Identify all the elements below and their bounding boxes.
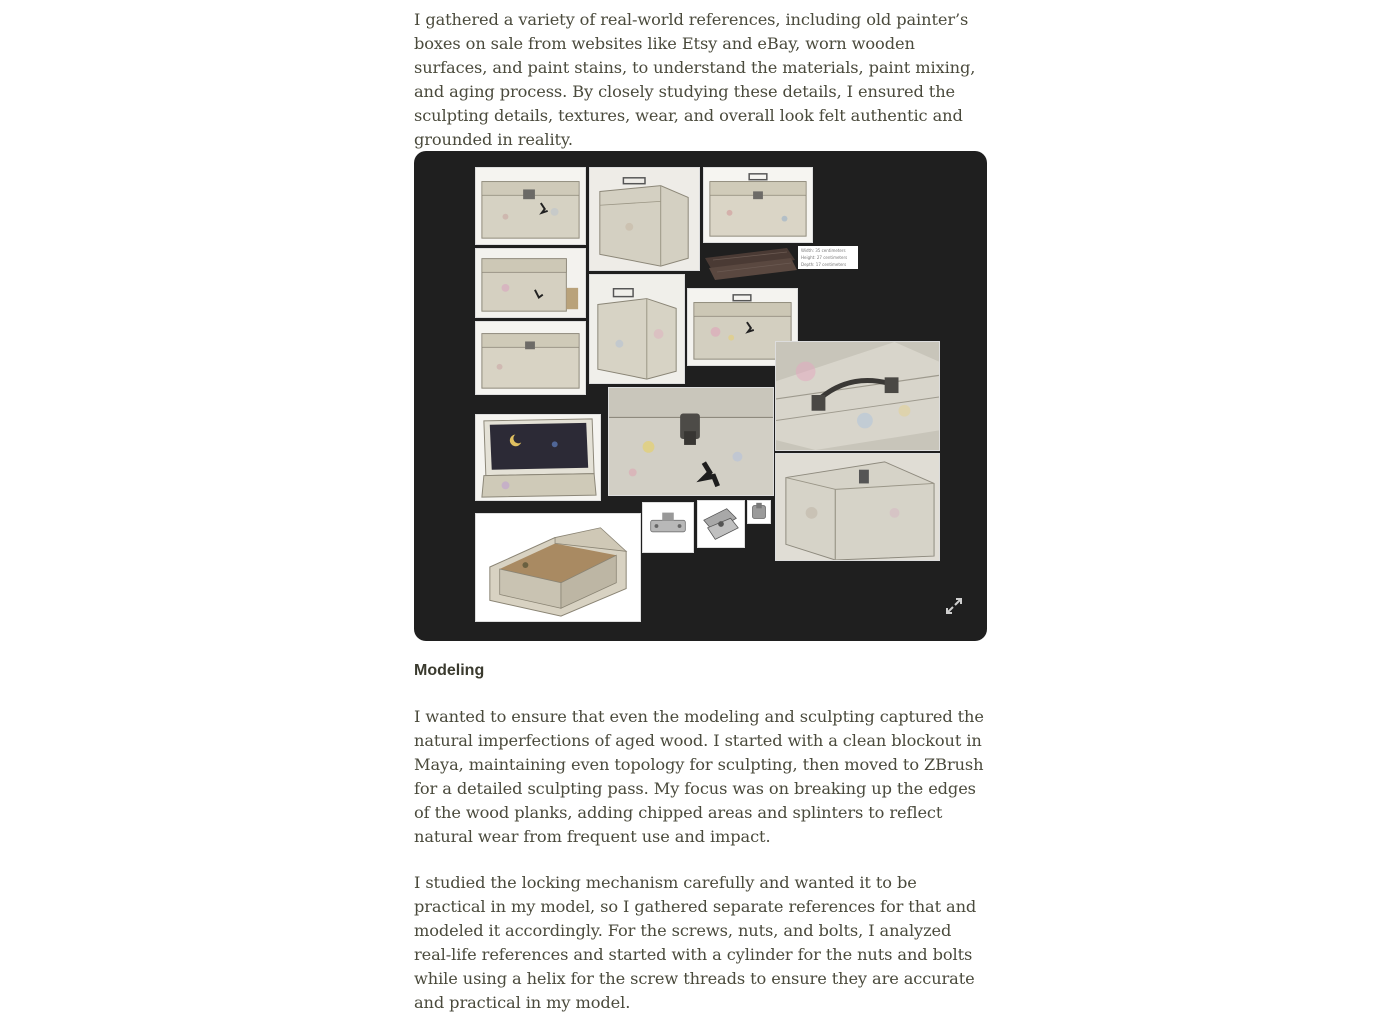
reference-photo-box-worn[interactable]	[475, 321, 586, 395]
reference-photo-latch-hardware-2[interactable]	[697, 500, 745, 548]
reference-photo-latch-hardware-1[interactable]	[642, 502, 694, 553]
reference-photo-latch-closeup[interactable]	[608, 387, 774, 496]
reference-photo-open-box-wide[interactable]	[475, 513, 641, 622]
reference-photo-corner-closeup[interactable]	[775, 453, 940, 561]
reference-photo-latch-hardware-3[interactable]	[747, 500, 771, 524]
reference-photo-wood-planks[interactable]	[703, 246, 799, 280]
dimension-card	[798, 246, 858, 269]
reference-photo-box-angle[interactable]	[589, 167, 700, 271]
dimension-width: Width: 35 centimeters	[801, 248, 846, 253]
reference-image-gallery[interactable]	[414, 151, 987, 641]
modeling-paragraph-2: I studied the locking mechanism carefully and wanted it to be practical in my model, so I gathered separate references for that and modeled it accordingly. For the screws, nuts, and bolts, I analyzed real-life references and started with a cylinder for the nuts and bolts while using a helix for the screw threads to ensure they are accurate and practical in my model.	[414, 873, 977, 1012]
reference-photo-handle-closeup[interactable]	[775, 341, 940, 451]
reference-photo-open-box[interactable]	[475, 414, 601, 501]
section-heading-modeling: Modeling	[414, 662, 485, 679]
modeling-paragraph-1: I wanted to ensure that even the modeling and sculpting captured the natural imperfections of aged wood. I started with a clean blockout in Maya, maintaining even topology for sculpting, then moved to ZBrush for a detailed sculpting pass. My focus was on breaking up the edges of the wood planks, adding chipped areas and splinters to reflect natural wear from frequent use and impact.	[414, 707, 984, 846]
expand-icon[interactable]	[945, 597, 963, 615]
reference-photo-box-tall[interactable]	[589, 274, 685, 384]
reference-photo-box-with-items[interactable]	[475, 248, 586, 318]
dimension-depth: Depth: 17 centimeters	[801, 262, 847, 267]
dimension-height: Height: 27 centimeters	[801, 255, 848, 260]
reference-photo-box-small[interactable]	[703, 167, 813, 243]
reference-photo-box-front[interactable]	[475, 167, 586, 245]
intro-paragraph: I gathered a variety of real-world references, including old painter’s boxes on sale from websites like Etsy and eBay, worn wooden surfaces, and paint stains, to understand the materials, paint mixing, and aging process. By closely studying these details, I ensured the sculpting details, textures, wear, and overall look felt authentic and grounded in reality.	[414, 10, 976, 149]
